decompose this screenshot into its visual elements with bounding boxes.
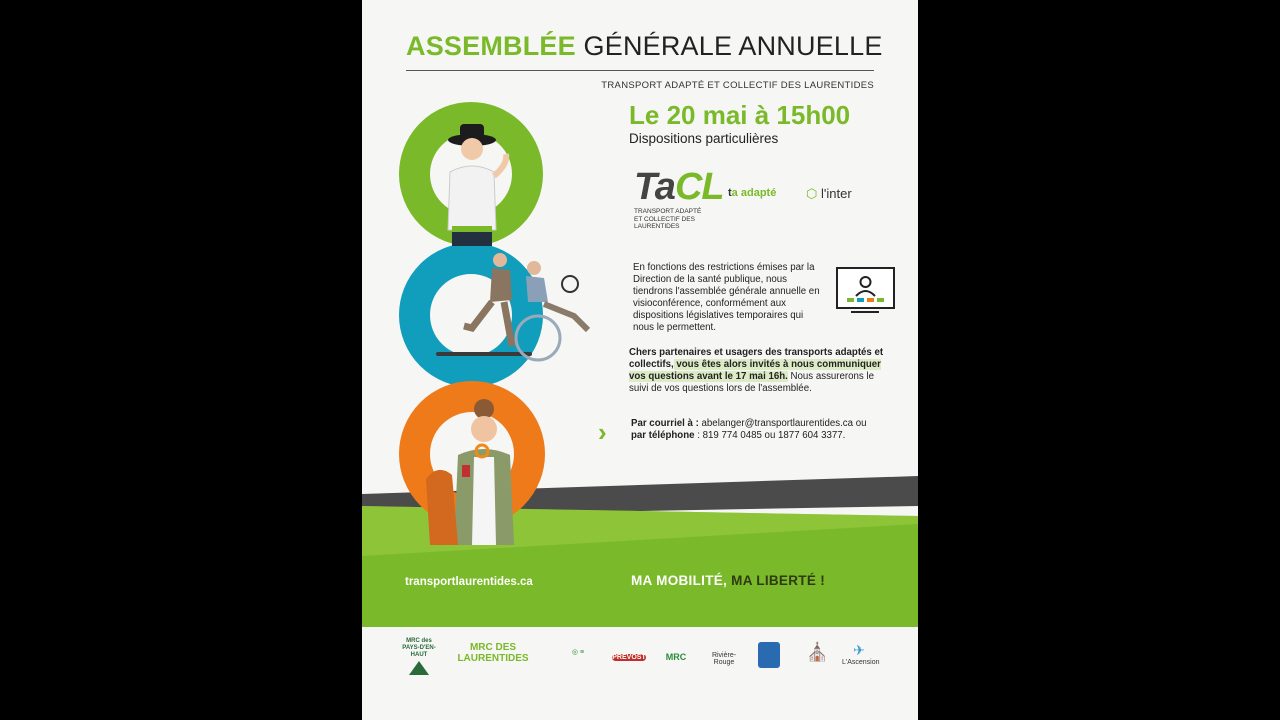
website-link[interactable]: transportlaurentides.ca (405, 576, 533, 588)
intro-paragraph: En fonctions des restrictions émises par la Direction de la santé publique, nous tiendrons l'assemblée générale annuelle en visioconférence, conformément aux dispositions législatives temporaires qui nous le permettent. (633, 262, 820, 333)
tacl-logo-subtitle: TRANSPORT ADAPTÉ ET COLLECTIF DES LAURENTIDES (634, 208, 702, 230)
phone-number: : 819 774 0485 ou 1877 604 3377. (694, 430, 846, 441)
organization-subtitle: TRANSPORT ADAPTÉ ET COLLECTIF DES LAURENTIDES (601, 80, 874, 91)
title-rest: GÉNÉRALE ANNUELLE (575, 31, 883, 61)
tacl-wordmark-a: Ta (634, 166, 675, 208)
event-dispositions: Dispositions particulières (629, 131, 779, 146)
slogan (631, 573, 825, 588)
partner-band (362, 627, 918, 720)
mrc-rdn-logo: MRC (665, 652, 687, 662)
poster (362, 0, 918, 720)
monitor-stand (851, 311, 879, 313)
tacl-wordmark-b: CL (674, 166, 724, 208)
wheelchair-skateboard-photo (426, 250, 606, 370)
ascension-icon: ✈ (853, 642, 865, 658)
invitation-rest: Nous assurerons le suivi de vos questions lors de l'assemblée. (629, 371, 874, 394)
invitation-highlight: vous êtes alors invités à nous communiquer vos questions avant le 17 mai 16h. (629, 359, 881, 382)
chevron-right-icon: › (598, 417, 607, 447)
senior-woman-photo (422, 118, 532, 246)
slogan-part-b: MA LIBERTÉ ! (727, 573, 825, 588)
municipality-logo: ⛪ (806, 642, 829, 662)
mrc-laurentides-logo: MRC DES LAURENTIDES (457, 642, 529, 664)
invitation-bold: Chers partenaires et usagers des transports adaptés et collectifs, (629, 347, 884, 370)
ascension-text: L'Ascension (842, 659, 880, 666)
mrc-pays-logo (402, 638, 436, 675)
inter-logo: ⬡ l'inter (806, 186, 852, 201)
title-highlight: ASSEMBLÉE (406, 31, 576, 61)
young-woman-photo (418, 395, 528, 547)
title-divider (406, 70, 874, 71)
event-date: Le 20 mai à 15h00 (629, 100, 851, 130)
ascension-logo (842, 642, 880, 666)
tacl-logo (634, 168, 724, 231)
invitation-paragraph (629, 347, 891, 395)
mrc-pays-text: MRC des PAYS-D'EN-HAUT (402, 638, 436, 658)
ta-adapte-logo: ta adapté (728, 187, 777, 199)
tacl-wordmark (634, 168, 724, 206)
ta-adapte-text: adapté (740, 187, 777, 199)
email-address[interactable]: abelanger@transportlaurentides.ca ou (698, 418, 867, 429)
page-title (406, 31, 883, 62)
riviere-rouge-logo: Rivière-Rouge (711, 652, 737, 666)
inter-text: l'inter (820, 186, 852, 201)
tree-icon (409, 661, 429, 675)
phone-label: par téléphone (631, 430, 695, 441)
slogan-part-a: MA MOBILITÉ, (631, 573, 728, 588)
prevost-logo: PRÉVOST (612, 654, 646, 661)
contact-info (631, 418, 901, 442)
commission-scolaire-logo: ◎ ≡ (571, 649, 585, 656)
video-conference-icon (836, 267, 895, 309)
municipal-crest-logo (758, 642, 780, 668)
email-label: Par courriel à : (631, 418, 699, 429)
